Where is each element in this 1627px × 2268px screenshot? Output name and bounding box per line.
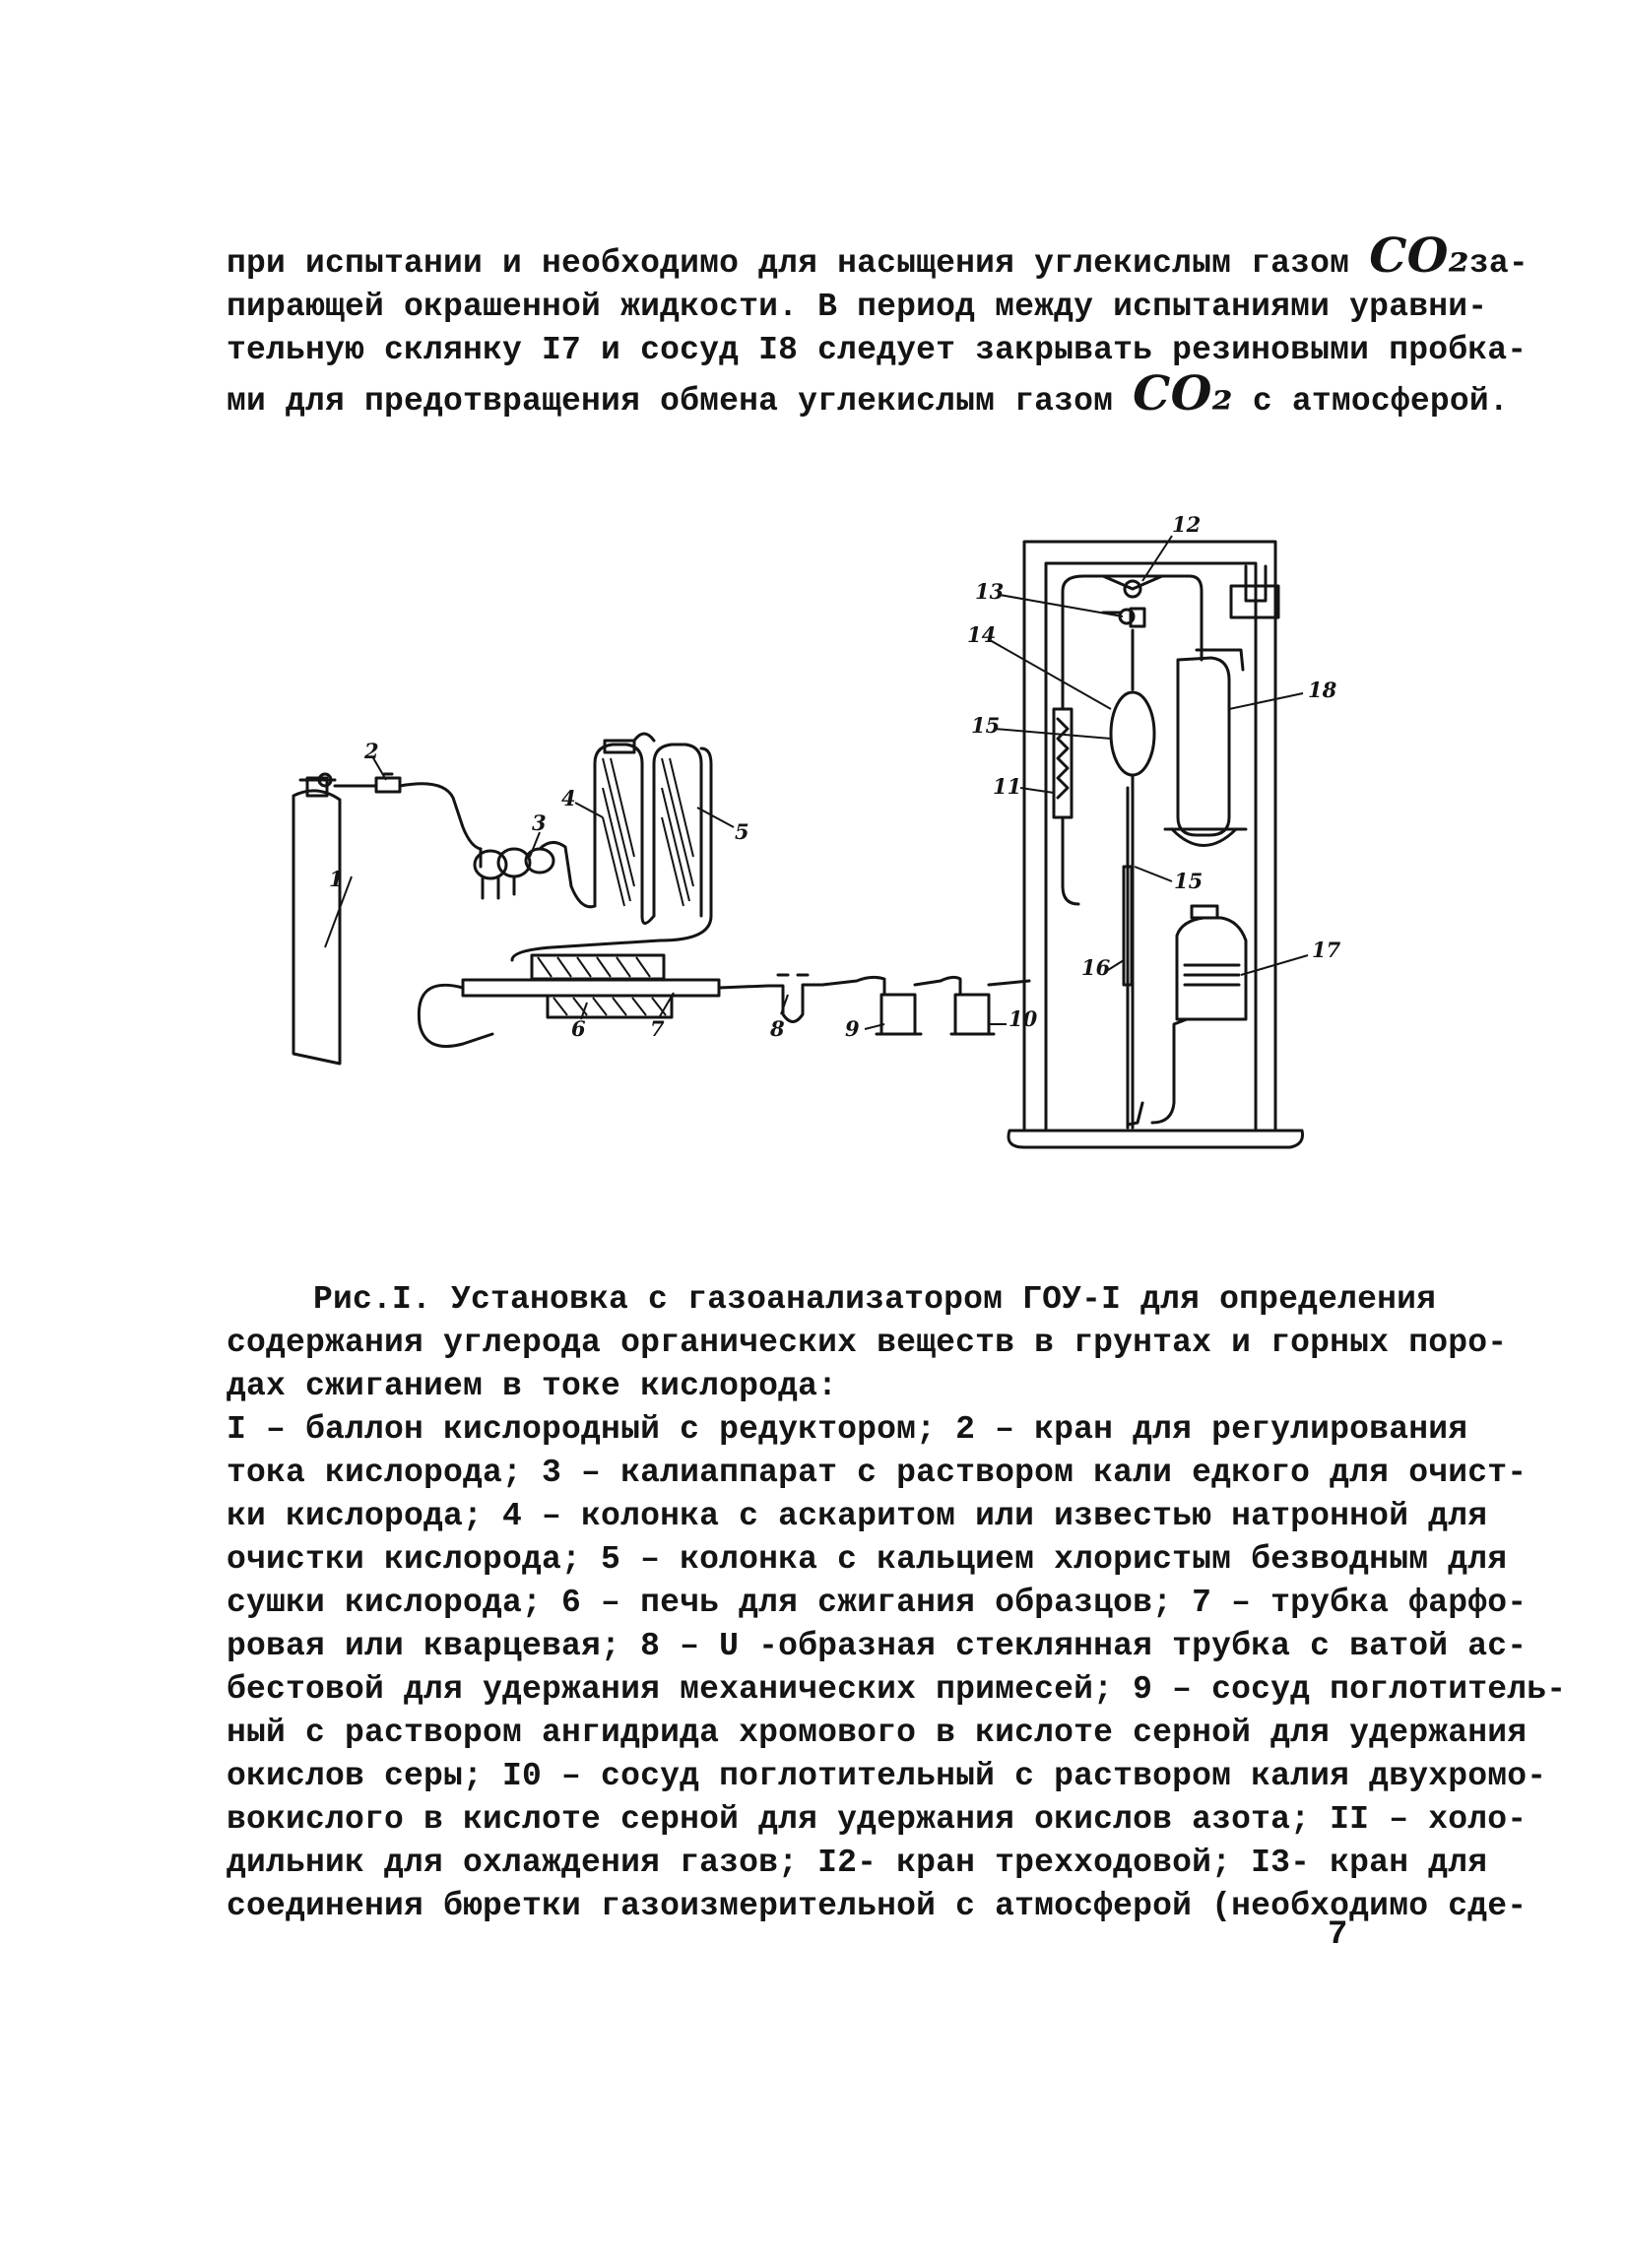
figure-label-7: 7 — [650, 1016, 665, 1041]
figure-label-10: 10 — [1009, 1006, 1038, 1031]
caption-line-12: окислов серы; I0 – сосуд поглотительный с раствором калия двухромо- — [227, 1758, 1547, 1794]
figure-label-6: 6 — [571, 1016, 586, 1041]
figure-label-17: 17 — [1312, 938, 1341, 962]
combustion-furnace — [419, 955, 768, 1047]
caption-line-8: сушки кислорода; 6 – печь для сжигания образцов; 7 – трубка фарфо- — [227, 1585, 1528, 1621]
figure-label-2: 2 — [364, 739, 379, 763]
caption-line-4: I – баллон кислородный с редуктором; 2 – кран для регулирования — [227, 1411, 1468, 1448]
figure-label-4: 4 — [561, 786, 576, 810]
caption-line-11: ный с раствором ангидрида хромового в кислоте серной для удержания — [227, 1715, 1528, 1751]
ascarite-column — [595, 741, 642, 916]
intro-line-3: тельную склянку I7 и сосуд I8 следует закрывать резиновыми пробка- — [227, 332, 1528, 368]
absorber-vessel-9 — [822, 977, 921, 1034]
caption-line-15: соединения бюретки газоизмерительной с атмосферой (необходимо сде- — [227, 1888, 1528, 1924]
regulating-valve — [335, 774, 481, 849]
co2-formula: CO₂ — [1133, 366, 1233, 421]
intro-line-1-suffix: за- — [1468, 245, 1529, 282]
caption-line-10: бестовой для удержания механических примесей; 9 – сосуд поглотитель- — [227, 1671, 1567, 1708]
oxygen-cylinder — [293, 774, 340, 1064]
figure-label-15-top: 15 — [971, 713, 1001, 738]
figure-label-1: 1 — [329, 867, 344, 891]
caption-line-2: содержания углерода органических веществ в грунтах и горных поро- — [227, 1325, 1508, 1361]
figure-label-18: 18 — [1308, 678, 1337, 702]
page-number: 7 — [1328, 1916, 1348, 1954]
figure-label-5: 5 — [735, 819, 749, 844]
potash-bulbs — [475, 842, 595, 906]
caption-line-3: дах сжиганием в токе кислорода: — [227, 1368, 838, 1404]
co2-formula: CO₂ — [1369, 228, 1469, 284]
caption-line-5: тока кислорода; 3 – калиаппарат с раствором кали едкого для очист- — [227, 1455, 1528, 1491]
intro-line-4-text: ми для предотвращения обмена углекислым газом — [227, 383, 1114, 420]
caption-line-14: дильник для охлаждения газов; I2- кран трехходовой; I3- кран для — [227, 1845, 1488, 1881]
figure-label-15-bottom: 15 — [1174, 869, 1204, 893]
intro-line-4-suffix: с атмосферой. — [1252, 383, 1509, 420]
figure-label-16: 16 — [1081, 955, 1111, 980]
intro-line-2: пирающей окрашенной жидкости. В период между испытаниями уравни- — [227, 289, 1488, 325]
figure-label-8: 8 — [770, 1016, 785, 1041]
figure-label-13: 13 — [975, 579, 1005, 604]
caption-line-9: ровая или кварцевая; 8 – U -образная стеклянная трубка с ватой ас- — [227, 1628, 1528, 1664]
figure-label-11: 11 — [993, 774, 1022, 799]
figure-label-12: 12 — [1172, 512, 1202, 537]
caption-line-13: вокислого в кислоте серной для удержания окислов азота; II – холо- — [227, 1801, 1528, 1838]
caption-line-7: очистки кислорода; 5 – колонка с кальцием хлористым безводным для — [227, 1541, 1508, 1578]
u-tube — [768, 975, 822, 1022]
leader-lines — [325, 536, 1308, 1029]
caption-line-1: Рис.I. Установка с газоанализатором ГОУ-I для определения — [313, 1281, 1437, 1318]
intro-line-1-text: при испытании и необходимо для насыщения углекислым газом — [227, 245, 1350, 282]
figure-label-14: 14 — [967, 622, 997, 647]
caption-line-6: ки кислорода; 4 – колонка с аскаритом или известью натронной для — [227, 1498, 1488, 1534]
figure-label-9: 9 — [845, 1016, 860, 1041]
gas-analyser-stand — [1009, 542, 1303, 1147]
figure-label-3: 3 — [532, 810, 547, 835]
